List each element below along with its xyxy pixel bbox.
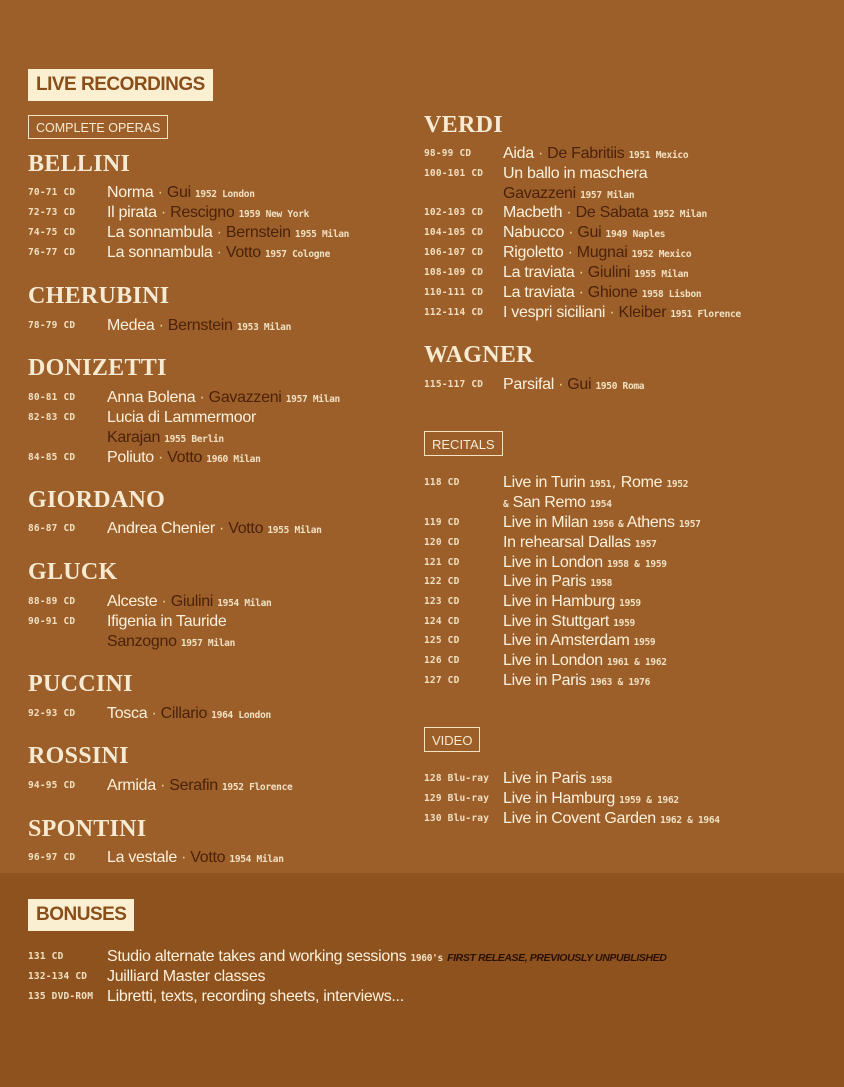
year-place: 1959	[619, 598, 641, 609]
conductor: Kleiber	[618, 304, 667, 321]
year-place: 1955 Milan	[634, 269, 689, 280]
media-number: 129 Blu-ray	[424, 793, 490, 804]
opera-title: Alceste	[107, 593, 158, 610]
opera-title: Un ballo in maschera	[503, 165, 648, 182]
opera-title: Parsifal	[503, 376, 554, 393]
year-place: 1957	[678, 519, 701, 530]
recital-title-extra: Athens	[626, 514, 675, 531]
opera-title: La traviata	[503, 284, 575, 301]
cd-number: 102-103 CD	[424, 207, 484, 218]
conductor: Cillario	[160, 705, 208, 722]
video-title: Live in Covent Garden	[503, 810, 656, 827]
year-place: 1949 Naples	[605, 229, 666, 240]
composer-puccini: PUCCINI	[28, 671, 133, 697]
cd-number: 127 CD	[424, 675, 460, 686]
cd-number: 94-95 CD	[28, 780, 76, 791]
opera-title: Aida	[503, 145, 534, 162]
opera-title: La sonnambula	[107, 244, 213, 261]
opera-title: Norma	[107, 184, 154, 201]
year-place: 1951 Mexico	[628, 150, 689, 161]
cd-number: 70-71 CD	[28, 187, 76, 198]
composer-verdi: VERDI	[424, 112, 503, 138]
year-place: 1954 Milan	[217, 598, 272, 609]
year-place: 1952	[666, 479, 689, 490]
conductor: Rescigno	[170, 204, 235, 221]
cd-number: 100-101 CD	[424, 168, 484, 179]
opera-title: Armida	[107, 777, 156, 794]
media-number: 132-134 CD	[28, 971, 88, 982]
conductor: De Fabritiis	[547, 145, 625, 162]
composer-cherubini: CHERUBINI	[28, 283, 170, 309]
cd-number: 72-73 CD	[28, 207, 76, 218]
opera-title: Poliuto	[107, 449, 154, 466]
year-place: 1955 Milan	[294, 229, 350, 240]
conductor: Gui	[577, 224, 602, 241]
complete-operas-badge: COMPLETE OPERAS	[28, 115, 168, 139]
year-place: 1952 London	[195, 189, 255, 200]
cd-number: 123 CD	[424, 596, 460, 607]
composer-wagner: WAGNER	[424, 342, 534, 368]
cd-number: 76-77 CD	[28, 247, 76, 258]
bonus-title: Juilliard Master classes	[107, 968, 266, 985]
cd-number: 82-83 CD	[28, 412, 76, 423]
opera-title: Andrea Chenier	[107, 520, 215, 537]
live-recordings-badge: LIVE RECORDINGS	[28, 69, 213, 101]
conductor: Ghione	[587, 284, 638, 301]
year-place: 1957	[634, 539, 657, 550]
recital-title: Live in Hamburg	[503, 593, 616, 610]
year-place: 1950 Roma	[595, 381, 645, 392]
recital-title: Live in Stuttgart	[503, 613, 610, 630]
conductor: Votto	[225, 244, 261, 261]
opera-title: Il pirata	[107, 204, 157, 221]
composer-giordano: GIORDANO	[28, 487, 166, 513]
conductor: Giulini	[170, 593, 214, 610]
cd-number: 74-75 CD	[28, 227, 76, 238]
cd-number: 104-105 CD	[424, 227, 484, 238]
year-place: 1958	[590, 775, 613, 786]
cd-number: 86-87 CD	[28, 523, 76, 534]
year-place: 1959	[613, 618, 635, 629]
composer-donizetti: DONIZETTI	[28, 355, 167, 381]
conductor: Gui	[166, 184, 191, 201]
recital-title: Live in Milan	[503, 514, 589, 531]
year-place: 1958 & 1959	[607, 559, 667, 570]
opera-title: La vestale	[107, 849, 177, 866]
composer-rossini: ROSSINI	[28, 743, 129, 769]
recital-title: In rehearsal Dallas	[503, 534, 631, 551]
recital-title-extra: Rome	[620, 474, 663, 491]
conductor: Votto	[228, 520, 264, 537]
opera-title: Tosca	[107, 705, 148, 722]
year-place: 1964 London	[211, 710, 271, 721]
year-place: 1951 Florence	[670, 309, 741, 320]
composer-spontini: SPONTINI	[28, 816, 147, 842]
video-title: Live in Paris	[503, 770, 587, 787]
cd-number: 125 CD	[424, 635, 460, 646]
recitals-badge: RECITALS	[424, 431, 503, 456]
media-number: 130 Blu-ray	[424, 813, 490, 824]
year-place: 1959	[633, 637, 656, 648]
cd-number: 84-85 CD	[28, 452, 76, 463]
conductor: Bernstein	[167, 317, 233, 334]
conductor: De Sabata	[575, 204, 649, 221]
cd-number: 78-79 CD	[28, 320, 76, 331]
first-release-note: FIRST RELEASE, PREVIOUSLY UNPUBLISHED	[447, 952, 667, 964]
year-place: 1960 Milan	[206, 454, 261, 465]
year-place: 1962 & 1964	[660, 815, 720, 826]
opera-title: Lucia di Lammermoor	[107, 409, 257, 426]
opera-title: La sonnambula	[107, 224, 213, 241]
opera-title: La traviata	[503, 264, 575, 281]
opera-title: Ifigenia in Tauride	[107, 613, 227, 630]
conductor: Serafin	[169, 777, 218, 794]
conductor: Gavazzeni	[208, 389, 282, 406]
year-place: 1952 Mexico	[631, 249, 692, 260]
year-place: 1958	[590, 578, 613, 589]
cd-number: 120 CD	[424, 537, 460, 548]
conductor: Gavazzeni	[503, 185, 576, 202]
media-number: 131 CD	[28, 951, 64, 962]
cd-number: 98-99 CD	[424, 148, 472, 159]
cd-number: 108-109 CD	[424, 267, 484, 278]
year-place: 1955 Berlin	[164, 434, 224, 445]
cd-number: 110-111 CD	[424, 287, 484, 298]
year-place: 1957 Milan	[180, 638, 236, 649]
video-badge: VIDEO	[424, 727, 480, 752]
conductor: Votto	[167, 449, 203, 466]
cd-number: 126 CD	[424, 655, 460, 666]
year-place: 1961 & 1962	[607, 657, 667, 668]
year-place: 1956	[592, 519, 614, 530]
recital-title: Live in Turin	[503, 474, 586, 491]
year-place: 1960's	[410, 953, 443, 964]
bonus-title: Libretti, texts, recording sheets, interviews...	[107, 988, 404, 1005]
year-place: 1958 Lisbon	[641, 289, 702, 300]
year-place: 1959 New York	[238, 209, 310, 220]
cd-number: 118 CD	[424, 477, 460, 488]
cd-number: 88-89 CD	[28, 596, 76, 607]
opera-title: Rigoletto	[503, 244, 564, 261]
opera-title: Macbeth	[503, 204, 563, 221]
conductor: Sanzogno	[107, 633, 177, 650]
cd-number: 112-114 CD	[424, 307, 484, 318]
conductor: Mugnai	[576, 244, 628, 261]
year-place: 1957 Milan	[580, 190, 635, 201]
cd-number: 90-91 CD	[28, 616, 76, 627]
year-place: 1951,	[589, 479, 617, 490]
cd-number: 122 CD	[424, 576, 460, 587]
recital-title-extra: San Remo	[512, 494, 586, 511]
recital-title: Live in Amsterdam	[503, 632, 630, 649]
year-place: 1957 Cologne	[264, 249, 331, 260]
cd-number: 124 CD	[424, 616, 460, 627]
year-place: 1959 & 1962	[619, 795, 679, 806]
year-place: 1957 Milan	[285, 394, 340, 405]
media-number: 135 DVD-ROM	[28, 991, 94, 1002]
year-place: 1954	[589, 499, 612, 510]
recital-title: Live in Paris	[503, 573, 587, 590]
year-place: 1952 Milan	[652, 209, 707, 220]
recital-title: Live in London	[503, 652, 603, 669]
recital-title: Live in Paris	[503, 672, 587, 689]
opera-title: Nabucco	[503, 224, 565, 241]
conductor: Gui	[567, 376, 592, 393]
cd-number: 96-97 CD	[28, 852, 76, 863]
video-title: Live in Hamburg	[503, 790, 616, 807]
cd-number: 115-117 CD	[424, 379, 484, 390]
cd-number: 80-81 CD	[28, 392, 76, 403]
year-place: 1954 Milan	[229, 854, 284, 865]
year-place: 1953 Milan	[236, 322, 292, 333]
year-place: 1963 & 1976	[590, 677, 651, 688]
opera-title: I vespri siciliani	[503, 304, 606, 321]
composer-gluck: GLUCK	[28, 559, 118, 585]
conductor: Karajan	[107, 429, 161, 446]
conductor: Bernstein	[225, 224, 291, 241]
year-place: 1952 Florence	[221, 782, 293, 793]
bonus-title: Studio alternate takes and working sessions	[107, 948, 407, 965]
media-number: 128 Blu-ray	[424, 773, 490, 784]
bonuses-badge: BONUSES	[28, 899, 134, 931]
cd-number: 119 CD	[424, 517, 460, 528]
recital-title: Live in London	[503, 554, 603, 571]
cd-number: 106-107 CD	[424, 247, 484, 258]
year-place: 1955 Milan	[267, 525, 322, 536]
opera-title: Medea	[107, 317, 155, 334]
cd-number: 92-93 CD	[28, 708, 76, 719]
composer-bellini: BELLINI	[28, 151, 131, 177]
conductor: Votto	[190, 849, 226, 866]
cd-number: 121 CD	[424, 557, 460, 568]
conductor: Giulini	[587, 264, 631, 281]
opera-title: Anna Bolena	[107, 389, 196, 406]
